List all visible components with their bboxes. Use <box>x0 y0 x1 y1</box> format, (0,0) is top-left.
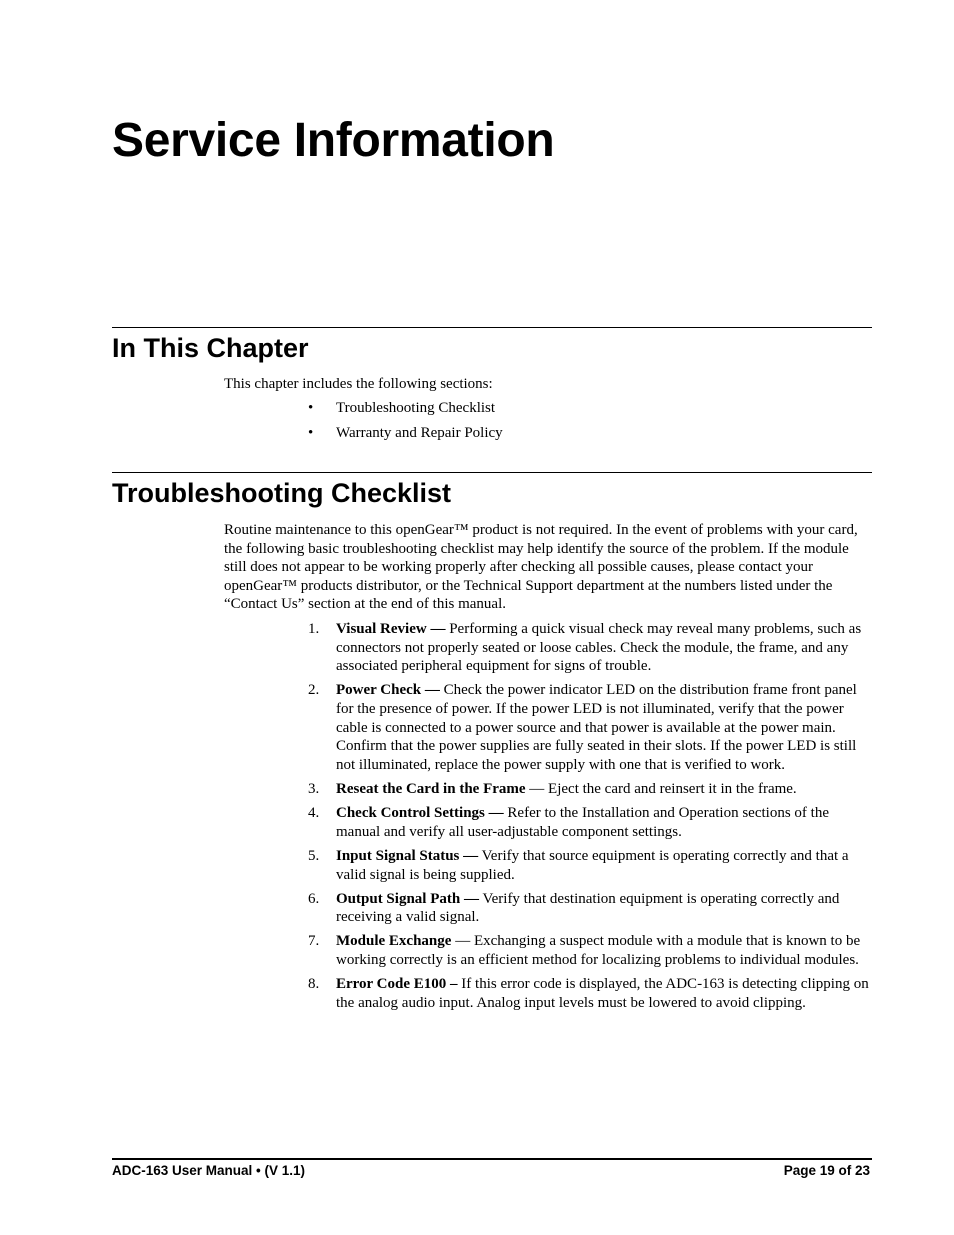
step-lead: Power Check — <box>336 682 440 699</box>
step-lead: Visual Review — <box>336 621 446 637</box>
list-item-label: Warranty and Repair Policy <box>336 425 503 441</box>
list-item <box>308 847 872 884</box>
troubleshooting-intro-text: Routine maintenance to this openGear™ product is not required. In the event of problems with your card, the following basic troubleshooting checklist may help identify the source of the problem. If the module still does not appear to be working properly after checking all possible causes, please contact your openGear™ products distributor, or the Technical Support department at the numbers listed under the “Contact Us” section at the end of this manual. <box>224 522 858 613</box>
list-item <box>308 681 872 774</box>
step-lead: Output Signal Path — <box>336 890 479 907</box>
step-text: Check the power indicator LED on the distribution frame front panel for the presence of power. If the power LED is not illuminated, verify that the power cable is connected to a power source and that power is available at the power main. Confirm that the power supplies are fully seated in their slots. If the power LED is still not illuminated, replace the power supply with one that is verified to work. <box>336 682 857 773</box>
list-item <box>308 804 872 841</box>
section-heading-in-this-chapter: In This Chapter <box>112 333 309 363</box>
section-heading-troubleshooting: Troubleshooting Checklist <box>112 478 452 508</box>
step-number: 4. <box>308 805 320 822</box>
footer-page-number: Page 19 of 23 <box>783 1163 870 1178</box>
step-lead: Error Code E100 – <box>336 976 458 993</box>
step-number: 8. <box>308 976 320 993</box>
step-number: 6. <box>308 890 320 907</box>
list-item <box>308 424 503 449</box>
list-item <box>308 620 872 676</box>
bullet-icon: • <box>308 425 314 441</box>
footer-manual-title: ADC-163 User Manual • (V 1.1) <box>112 1163 306 1178</box>
step-lead: Check Control Settings — <box>336 805 504 822</box>
step-text: Verify that destination equipment is operating correctly and receiving a valid signal. <box>336 890 840 926</box>
step-number: 1. <box>308 621 320 637</box>
chapter-intro-text: This chapter includes the following sections: <box>224 376 493 392</box>
section-divider <box>112 327 872 328</box>
step-text: Verify that source equipment is operating correctly and that a valid signal is being supplied. <box>336 847 849 883</box>
troubleshooting-steps-list <box>308 620 872 1018</box>
step-lead: Input Signal Status — <box>336 847 479 864</box>
list-item <box>308 890 872 927</box>
footer-divider <box>112 1158 872 1160</box>
bullet-icon: • <box>308 400 314 416</box>
list-item-label: Troubleshooting Checklist <box>336 400 496 416</box>
step-text: — Eject the card and reinsert it in the frame. <box>525 780 797 797</box>
step-text: Refer to the Installation and Operation sections of the manual and verify all user-adjustable component settings. <box>336 805 829 840</box>
step-text: — Exchanging a suspect module with a module that is known to be working correctly is an efficient method for localizing problems to individual modules. <box>336 933 861 969</box>
step-lead: Reseat the Card in the Frame <box>336 780 526 797</box>
list-item <box>308 780 872 799</box>
list-item <box>308 932 872 969</box>
step-number: 5. <box>308 847 320 864</box>
step-text: Performing a quick visual check may reveal many problems, such as connectors not properly seated or loose cables. Check the module, the frame, and any associated peripheral equipment for signs of trouble. <box>336 621 862 675</box>
section-divider <box>112 472 872 473</box>
chapter-sections-list <box>308 399 503 449</box>
step-number: 3. <box>308 780 320 797</box>
step-lead: Module Exchange <box>336 933 452 950</box>
step-number: 2. <box>308 682 320 699</box>
list-item <box>308 975 872 1012</box>
step-number: 7. <box>308 933 320 950</box>
step-text: If this error code is displayed, the ADC-163 is detecting clipping on the analog audio input. Analog input levels must be lowered to avoid clipping. <box>336 976 869 1011</box>
page-title: Service Information <box>112 114 555 167</box>
list-item <box>308 399 503 424</box>
